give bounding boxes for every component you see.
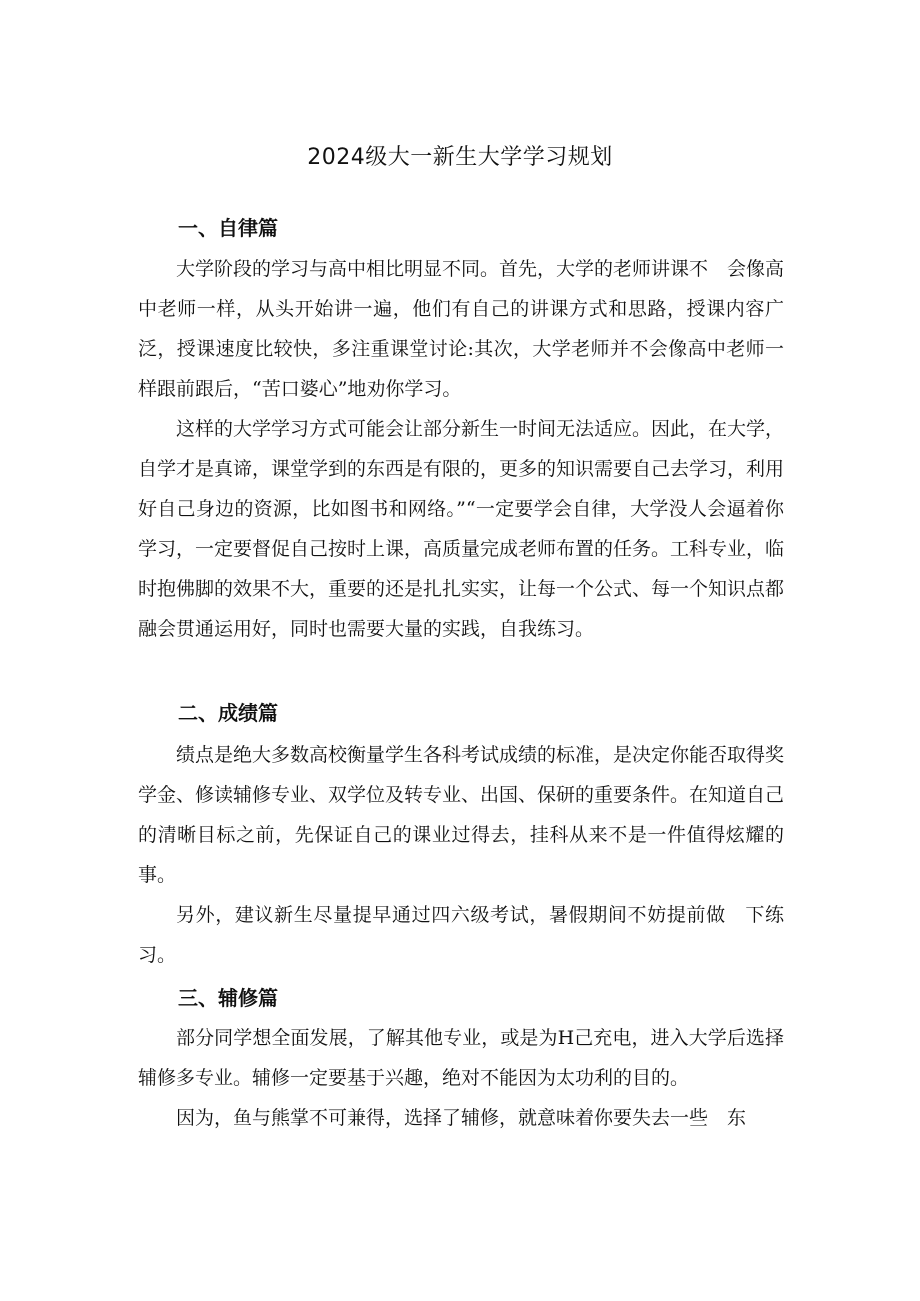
section-2-paragraph-2: 另外，建议新生尽量提早通过四六级考试，暑假期间不妨提前做 下练习。 <box>138 904 784 966</box>
document-title: 2024级大一新生大学学习规划 <box>307 145 613 170</box>
section-heading-grades: 二、成绩篇 <box>178 701 278 725</box>
section-1-paragraph-1: 大学阶段的学习与高中相比明显不同。首先，大学的老师讲课不 会像高中老师一样，从头开始讲一遍，他们有自己的讲课方式和思路，授课内容广泛，授课速度比较快，多注重课堂讨论:其次，大学老师并不会像高中老师一样跟前跟后，“苦口婆心”地劝你学习。 <box>138 258 785 400</box>
section-2-paragraph-1: 绩点是绝大多数高校衡量学生各科考试成绩的标准，是决定你能否取得奖学金、修读辅修专业、双学位及转专业、出国、保研的重要条件。在知道自己的清晰目标之前，先保证自己的课业过得去，挂科从来不是一件值得炫耀的事。 <box>138 744 785 886</box>
section-heading-self-discipline: 一、自律篇 <box>178 216 278 240</box>
section-3-paragraph-2: 因为，鱼与熊掌不可兼得，选择了辅修，就意味着你要失去一些 东 <box>176 1107 747 1129</box>
section-1-paragraph-2: 这样的大学学习方式可能会让部分新生一时间无法适应。因此，在大学，自学才是真谛，课堂学到的东西是有限的，更多的知识需要自己去学习，利用好自己身边的资源，比如图书和网络。”“一定要学会自律，大学没人会逼着你学习，一定要督促自己按时上课，高质量完成老师布置的任务。工科专业，临时抱佛脚的效果不大，重要的还是扎扎实实，让每一个公式、每一个知识点都融会贯通运用好，同时也需要大量的实践，自我练习。 <box>138 418 785 640</box>
section-3-paragraph-1: 部分同学想全面发展，了解其他专业，或是为H己充电，进入大学后选择辅修多专业。辅修一定要基于兴趣，绝对不能因为太功利的目的。 <box>138 1027 784 1089</box>
section-heading-minor: 三、辅修篇 <box>178 986 278 1010</box>
